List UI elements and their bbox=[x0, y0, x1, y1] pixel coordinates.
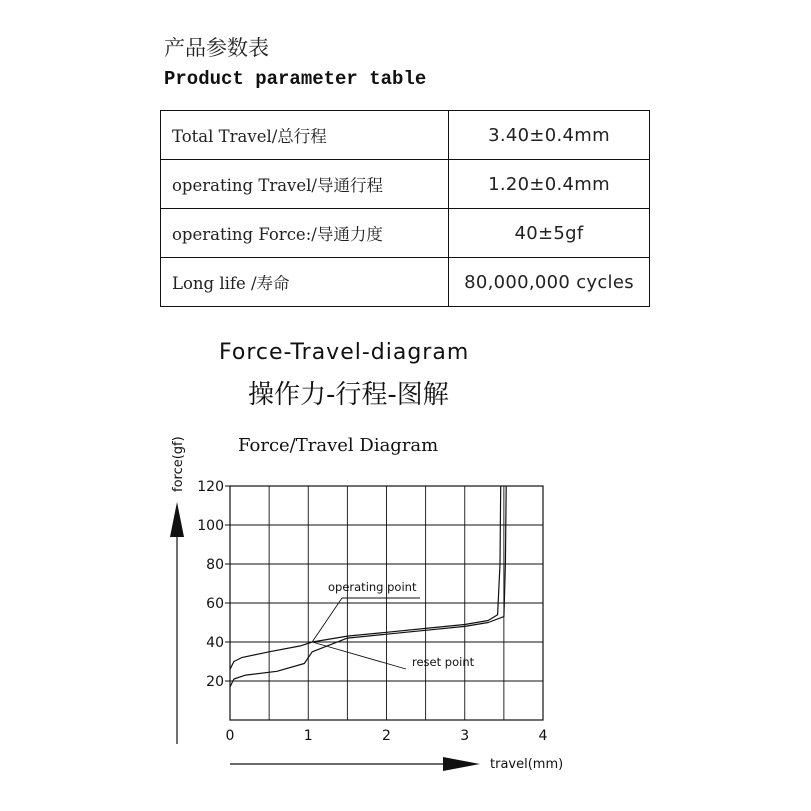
x-tick-label: 3 bbox=[460, 728, 470, 744]
y-tick-label: 60 bbox=[206, 596, 224, 612]
page-title-en: Product parameter table bbox=[164, 68, 427, 90]
page-title-cn: 产品参数表 bbox=[164, 36, 269, 60]
y-tick-label: 20 bbox=[206, 674, 224, 690]
param-value: 1.20±0.4mm bbox=[449, 160, 650, 209]
y-axis-arrow-head bbox=[170, 502, 184, 537]
param-label: Long life /寿命 bbox=[161, 258, 449, 307]
param-label: operating Travel/导通行程 bbox=[161, 160, 449, 209]
chart-title: Force/Travel Diagram bbox=[238, 435, 439, 456]
y-tick-label: 120 bbox=[197, 479, 224, 495]
diagram-title-en: Force-Travel-diagram bbox=[219, 340, 470, 365]
chart-annotations bbox=[312, 580, 474, 669]
y-tick-label: 40 bbox=[206, 635, 224, 651]
param-value: 80,000,000 cycles bbox=[449, 258, 650, 307]
annotation-label: reset point bbox=[412, 655, 475, 669]
y-tick-label: 80 bbox=[206, 557, 224, 573]
annotation-label: operating point bbox=[328, 580, 417, 594]
annotation-leader bbox=[312, 642, 406, 669]
x-axis-label: travel(mm) bbox=[490, 757, 564, 772]
annotation-leader bbox=[312, 598, 342, 642]
x-tick-label: 0 bbox=[225, 728, 235, 744]
diagram-title-cn: 操作力-行程-图解 bbox=[248, 380, 449, 410]
x-tick-label: 1 bbox=[303, 728, 313, 744]
x-tick-label: 4 bbox=[538, 728, 548, 744]
param-value: 40±5gf bbox=[449, 209, 650, 258]
param-label: Total Travel/总行程 bbox=[161, 111, 449, 160]
y-axis-label: force(gf) bbox=[171, 436, 186, 492]
chart-grid bbox=[230, 486, 543, 720]
x-axis-arrow-head bbox=[443, 757, 480, 771]
x-tick-label: 2 bbox=[382, 728, 391, 744]
param-value: 3.40±0.4mm bbox=[449, 111, 650, 160]
param-label: operating Force:/导通力度 bbox=[161, 209, 449, 258]
y-tick-label: 100 bbox=[197, 518, 224, 534]
chart-ticks bbox=[197, 479, 547, 744]
